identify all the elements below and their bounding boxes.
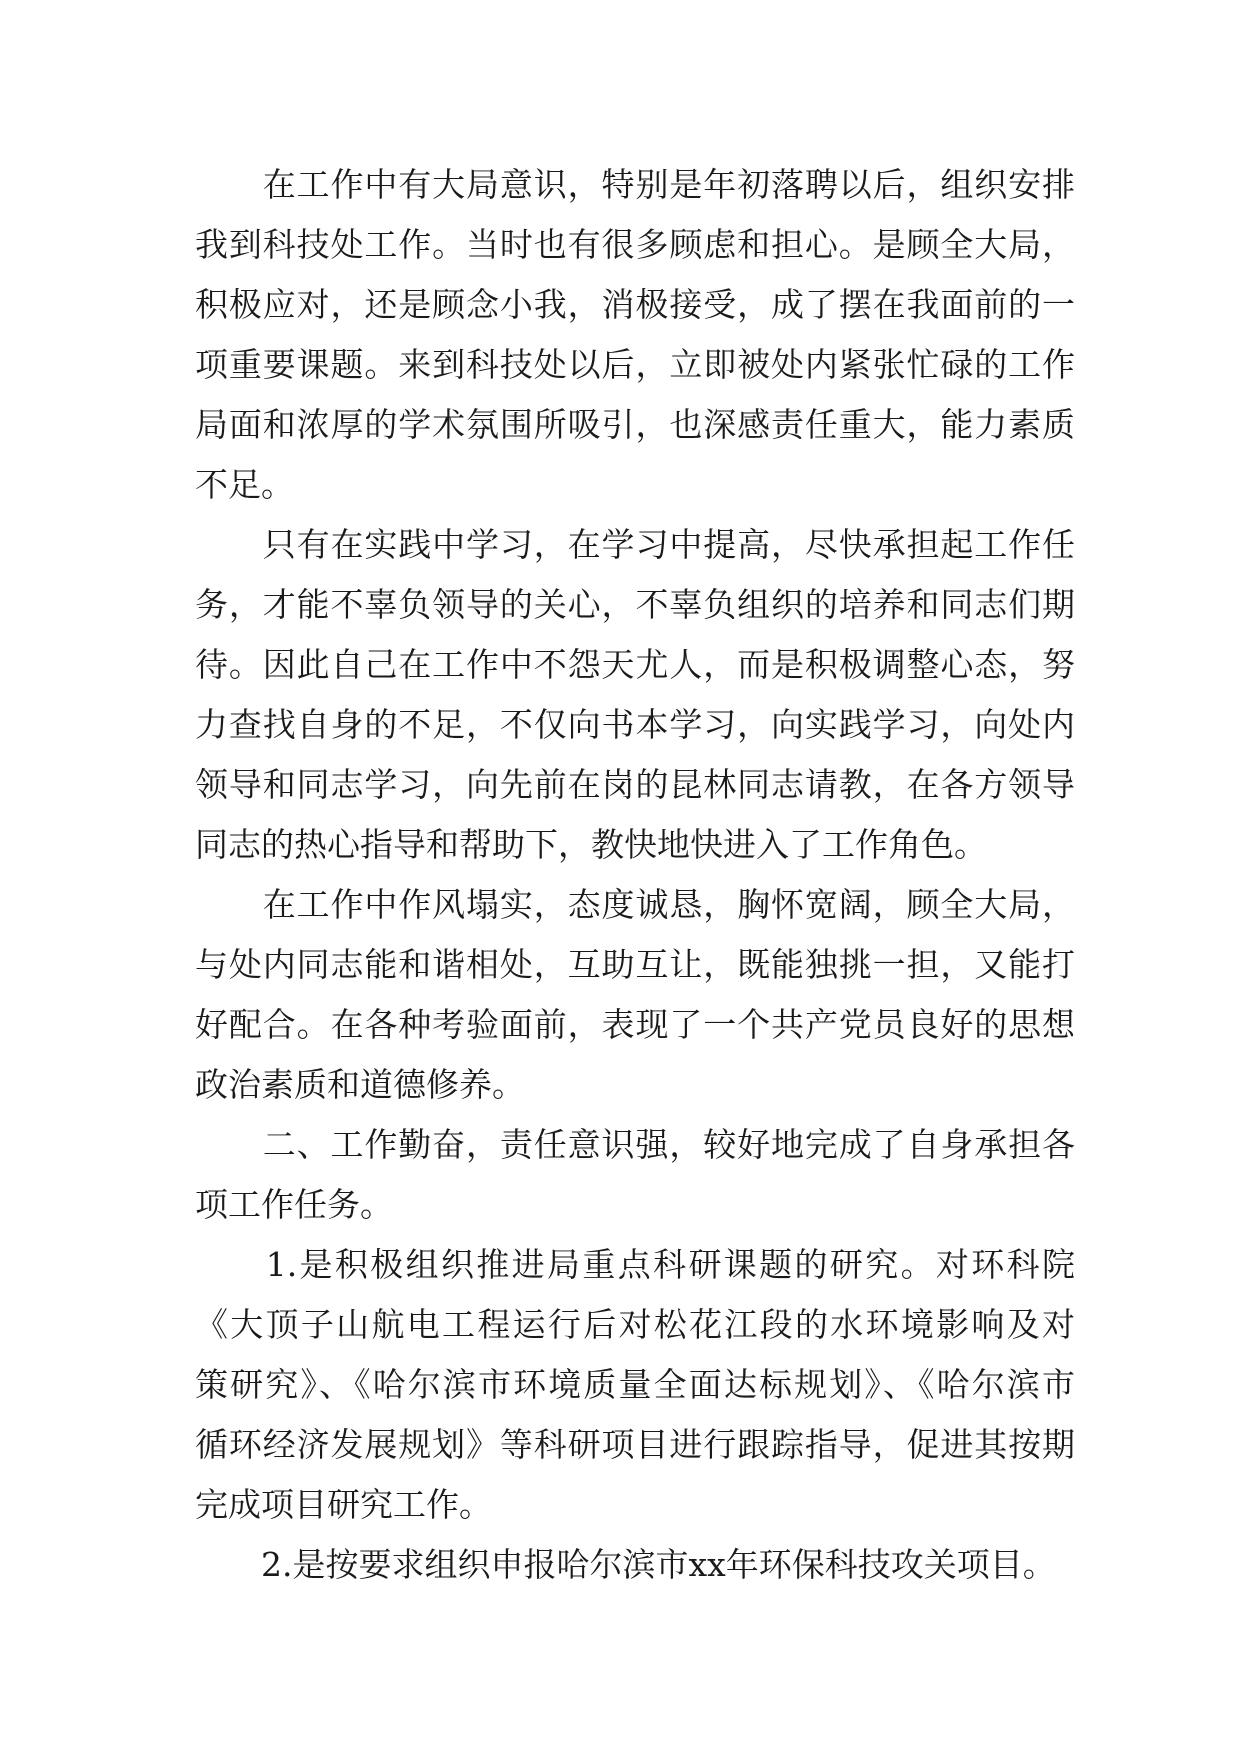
text-line: 待。因此自己在工作中不怨天尤人，而是积极调整心态，努 (195, 645, 1075, 684)
text-line: 我到科技处工作。当时也有很多顾虑和担心。是顾全大局， (195, 225, 1075, 264)
text-line: 领导和同志学习，向先前在岗的昆林同志请教，在各方领导 (195, 765, 1075, 804)
text-line: 政治素质和道德修养。 (195, 1065, 525, 1104)
text-line: 循环经济发展规划》等科研项目进行跟踪指导，促进其按期 (195, 1425, 1075, 1464)
text-line: 局面和浓厚的学术氛围所吸引，也深感责任重大，能力素质 (195, 405, 1075, 444)
paragraph-1 (195, 155, 1075, 515)
paragraph-4 (195, 1115, 1075, 1235)
text-line: 1.是积极组织推进局重点科研课题的研究。对环科院 (195, 1245, 1075, 1284)
text-line: 策研究》、《哈尔滨市环境质量全面达标规划》、《哈尔滨市 (195, 1365, 1075, 1404)
paragraph-3 (195, 875, 1075, 1115)
text-line: 只有在实践中学习，在学习中提高，尽快承担起工作任 (195, 525, 1075, 564)
paragraph-6 (195, 1535, 1075, 1595)
text-line: 积极应对，还是顾念小我，消极接受，成了摆在我面前的一 (195, 285, 1075, 324)
text-line: 《大顶子山航电工程运行后对松花江段的水环境影响及对 (195, 1305, 1075, 1344)
text-line: 好配合。在各种考验面前，表现了一个共产党员良好的思想 (195, 1005, 1075, 1044)
text-line: 务，才能不辜负领导的关心，不辜负组织的培养和同志们期 (195, 585, 1075, 624)
text-line: 完成项目研究工作。 (195, 1485, 492, 1524)
text-line: 项重要课题。来到科技处以后，立即被处内紧张忙碌的工作 (195, 345, 1075, 384)
paragraph-5 (195, 1235, 1075, 1535)
text-line: 项工作任务。 (195, 1185, 393, 1224)
paragraph-2 (195, 515, 1075, 875)
text-line: 同志的热心指导和帮助下，教快地快进入了工作角色。 (195, 825, 987, 864)
text-line: 与处内同志能和谐相处，互助互让，既能独挑一担，又能打 (195, 945, 1075, 984)
text-line: 在工作中有大局意识，特别是年初落聘以后，组织安排 (195, 165, 1075, 204)
text-line: 在工作中作风塌实，态度诚恳，胸怀宽阔，顾全大局， (195, 885, 1075, 924)
text-line: 不足。 (195, 465, 294, 504)
text-line: 力查找自身的不足，不仅向书本学习，向实践学习，向处内 (195, 705, 1075, 744)
document-body (195, 155, 1075, 1595)
text-line: 二、工作勤奋，责任意识强，较好地完成了自身承担各 (195, 1125, 1075, 1164)
text-line: 2.是按要求组织申报哈尔滨市xx年环保科技攻关项目。 (195, 1545, 1056, 1584)
